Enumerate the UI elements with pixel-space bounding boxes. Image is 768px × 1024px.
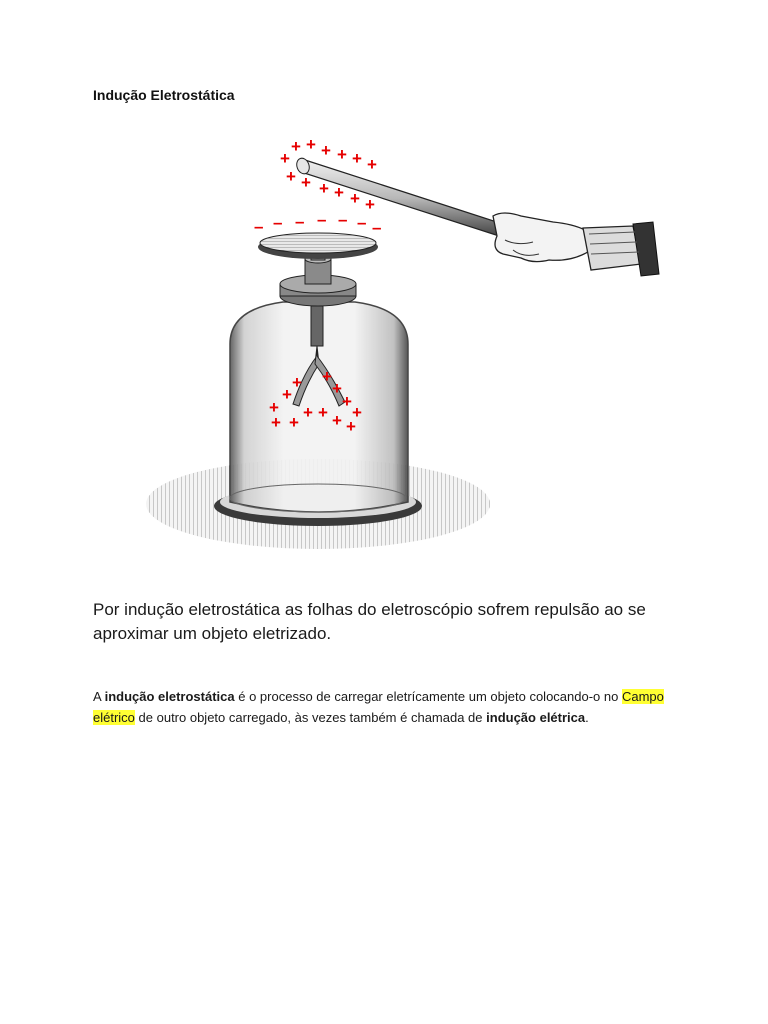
plus-charge: + xyxy=(352,149,362,168)
plus-charge: + xyxy=(367,155,377,174)
electroscope-illustration xyxy=(93,124,677,584)
plus-charge: + xyxy=(306,135,316,154)
plus-charge: + xyxy=(301,173,311,192)
plus-charge: + xyxy=(271,413,281,432)
plus-charge: + xyxy=(319,179,329,198)
paragraph-text: . xyxy=(585,710,589,725)
plus-charge: + xyxy=(350,189,360,208)
plus-charge: + xyxy=(280,149,290,168)
plus-charge: + xyxy=(321,141,331,160)
plus-charge: + xyxy=(322,367,332,386)
paragraph-text: de outro objeto carregado, às vezes também é chamada de xyxy=(134,710,487,725)
plus-charge: + xyxy=(303,403,313,422)
plus-charge: + xyxy=(352,403,362,422)
minus-charge: – xyxy=(273,213,283,232)
plus-charge: + xyxy=(282,385,292,404)
plus-charge: + xyxy=(334,183,344,202)
minus-charge: – xyxy=(338,210,348,229)
minus-charge: – xyxy=(372,218,382,237)
bold-term: indução elétrica xyxy=(486,710,586,725)
plus-charge: + xyxy=(286,167,296,186)
highlighted-link-campo-eletrico[interactable]: Campo elétrico xyxy=(93,689,664,725)
page-title: Indução Eletrostática xyxy=(93,87,235,103)
plus-charge: + xyxy=(332,411,342,430)
bold-term: indução eletrostática xyxy=(104,689,235,704)
plus-charge: + xyxy=(337,145,347,164)
plus-charge: + xyxy=(291,137,301,156)
paragraph-text: é o processo de carregar eletrícamente um objeto colocando-o no xyxy=(234,689,622,704)
plus-charge: + xyxy=(365,195,375,214)
plus-charge: + xyxy=(289,413,299,432)
paragraph-text: A xyxy=(93,689,105,704)
plus-charge: + xyxy=(269,398,279,417)
definition-paragraph xyxy=(93,686,683,728)
minus-charge: – xyxy=(357,213,367,232)
plus-charge: + xyxy=(346,417,356,436)
minus-charge: – xyxy=(295,212,305,231)
minus-charge: – xyxy=(317,210,327,229)
plus-charge: + xyxy=(332,379,342,398)
plus-charge: + xyxy=(292,373,302,392)
figure-caption: Por indução eletrostática as folhas do eletroscópio sofrem repulsão ao se aproximar um objeto eletrizado. xyxy=(93,600,646,643)
plus-charge: + xyxy=(342,392,352,411)
plus-charge: + xyxy=(318,403,328,422)
minus-charge: – xyxy=(254,217,264,236)
